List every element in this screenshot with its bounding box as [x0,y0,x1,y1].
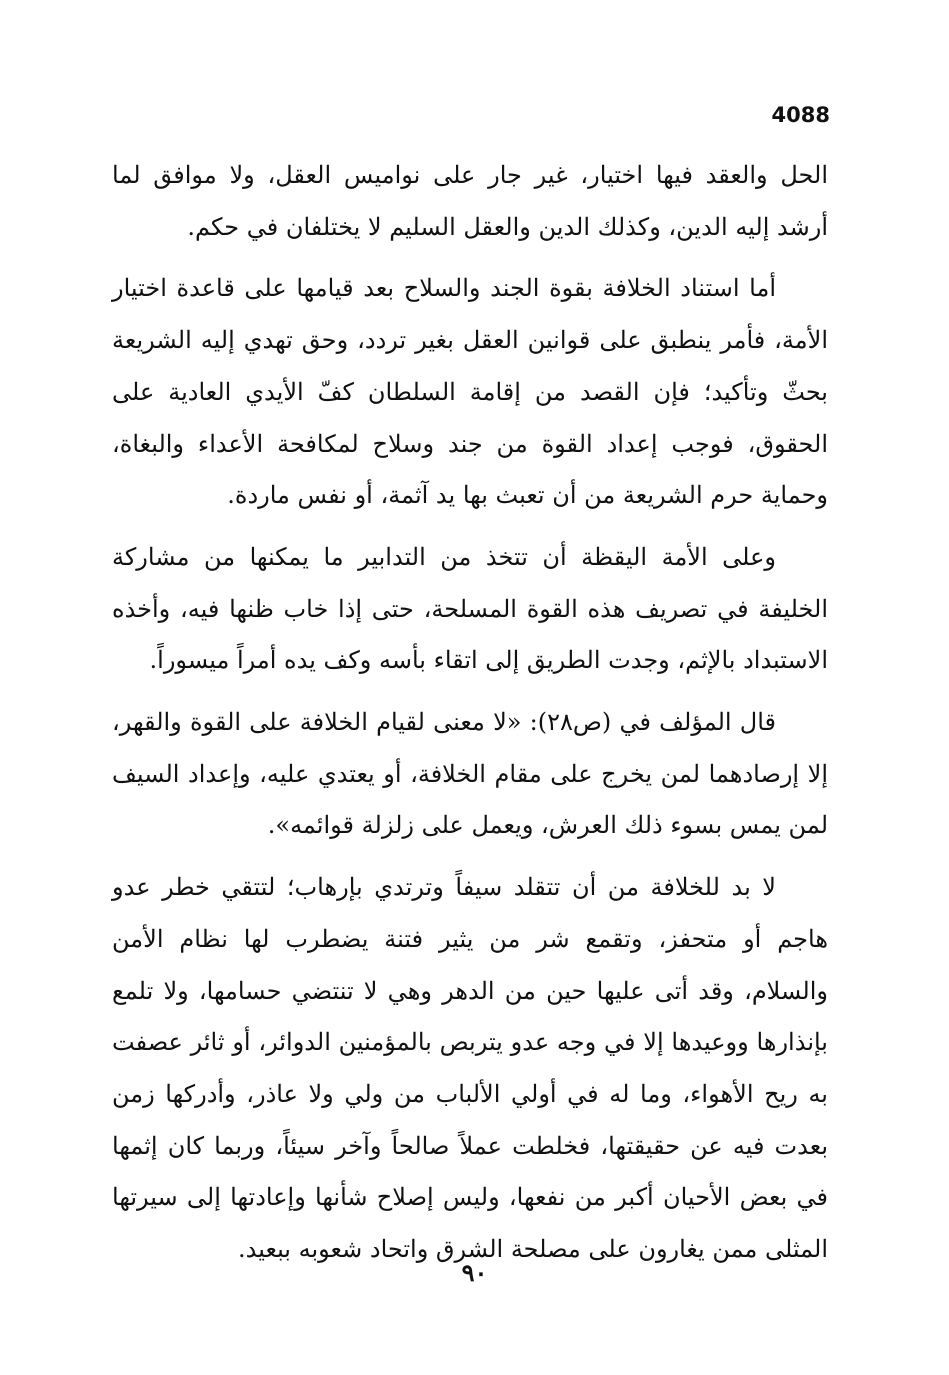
paragraph: أما استناد الخلافة بقوة الجند والسلاح بعد قيامها على قاعدة اختيار الأمة، فأمر ينطبق على قوانين العقل بغير تردد، وحق تهدي إليه الشريعة بحثّ وتأكيد؛ فإن القصد من إقامة السلطان كفّ الأيدي العادية على الحقوق، فوجب إعداد القوة من جند وسلاح لمكافحة الأعداء والبغاة، وحماية حرم الشريعة من أن تعبث بها يد آثمة، أو نفس ماردة. [112,274,828,510]
paragraph-quotation: قال المؤلف في (ص٢٨): «لا معنى لقيام الخلافة على القوة والقهر، إلا إرصادهما لمن يخرج على مقام الخلافة، أو يعتدي عليه، وإعداد السيف لمن يمس بسوء ذلك العرش، ويعمل على زلزلة قوائمه». [112,708,828,840]
paragraph: لا بد للخلافة من أن تتقلد سيفاً وترتدي بإرهاب؛ لتتقي خطر عدو هاجم أو متحفز، وتقمع شر من يثير فتنة يضطرب لها نظام الأمن والسلام، وقد أتى عليها حين من الدهر وهي لا تنتضي حسامها، ولا تلمع بإنذارها ووعيدها إلا في وجه عدو يتربص بالمؤمنين الدوائر، أو ثائر عصفت به ريح الأهواء، وما له في أولي الألباب من ولي ولا عاذر، وأدركها زمن بعدت فيه عن حقيقتها، فخلطت عملاً صالحاً وآخر سيئاً، وربما كان إثمها في بعض الأحيان أكبر من نفعها، وليس إصلاح شأنها وإعادتها إلى سيرتها المثلى ممن يغارون على مصلحة الشرق واتحاد شعوبه ببعيد. [112,873,828,1264]
paragraph: وعلى الأمة اليقظة أن تتخذ من التدابير ما يمكنها من مشاركة الخليفة في تصريف هذه القوة المسلحة، حتى إذا خاب ظنها فيه، وأخذه الاستبداد بالإثم، وجدت الطريق إلى اتقاء بأسه وكف يده أمراً ميسوراً. [112,542,828,675]
page-number: ٩٠ [461,1258,488,1287]
page-body [112,150,828,1286]
paragraph-continuation: الحل والعقد فيها اختيار، غير جار على نواميس العقل، ولا موافق لما أرشد إليه الدين، وكذلك الدين والعقل السليم لا يختلفان في حكم. [112,161,828,241]
document-number: 4088 [771,103,830,127]
